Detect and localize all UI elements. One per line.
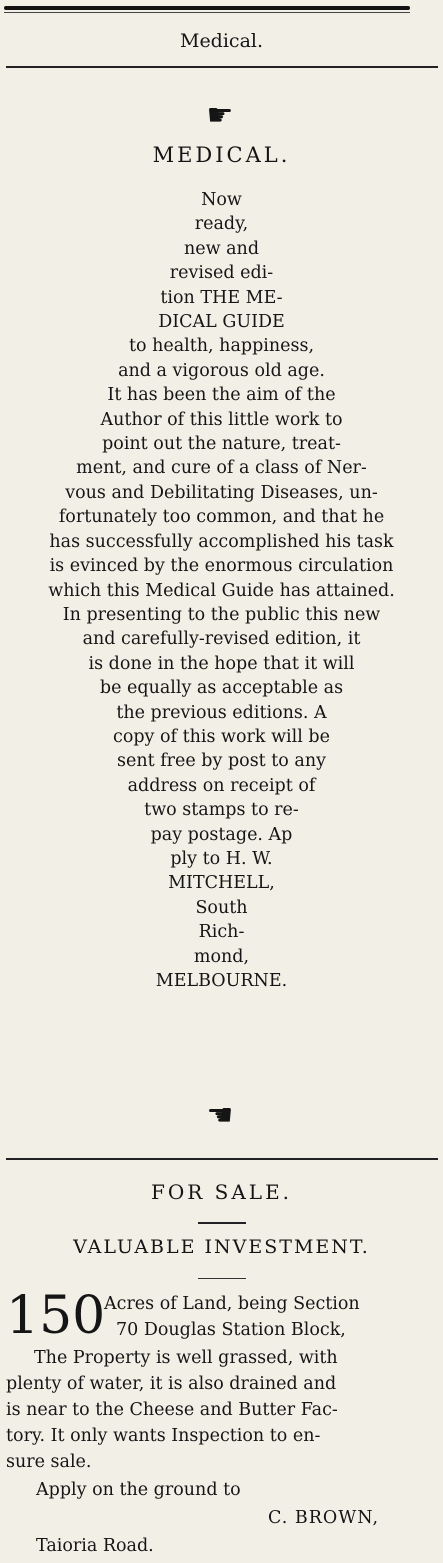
medical-ad-body	[0, 188, 443, 993]
ad-body-line: and carefully-revised edition, it	[82, 629, 361, 650]
pointing-hand-icon: ☛	[206, 98, 234, 133]
ad-body-line: to health, happiness,	[128, 336, 315, 357]
ad-body-line: In presenting to the public this new	[62, 604, 381, 625]
ad-body-line: copy of this work will be	[113, 726, 330, 747]
ad-body-line: revised edi-	[169, 263, 274, 284]
ad-body-line: MELBOURNE.	[155, 971, 288, 991]
ad-body-line: two stamps to re-	[144, 800, 299, 821]
ad-body-line: is evinced by the enormous circulation	[49, 556, 394, 577]
top-rule	[4, 6, 410, 10]
ad-divider-rule	[6, 1158, 438, 1160]
ad-body-line: South	[195, 897, 248, 918]
sale-line: tory. It only wants Inspection to en-	[6, 1426, 321, 1446]
ad-body-line: and a vigorous old age.	[118, 360, 325, 381]
ad-body-line: MITCHELL,	[168, 873, 275, 894]
pointing-hand-icon: ☚	[206, 1098, 234, 1133]
sale-line: The Property is well grassed, with	[34, 1348, 338, 1368]
for-sale-heading: FOR SALE.	[150, 1180, 293, 1204]
sale-line: sure sale.	[6, 1452, 92, 1472]
top-rule-thin	[4, 12, 410, 13]
section-heading: Medical.	[179, 30, 264, 52]
ad-body-line: vous and Debilitating Diseases, un-	[65, 482, 378, 503]
advertiser-address: Taioria Road.	[36, 1536, 154, 1556]
ad-body-line: ply to H. W.	[170, 848, 273, 869]
ad-body-line: fortunately too common, and that he	[58, 507, 385, 528]
ad-body-line: DICAL GUIDE	[158, 312, 285, 333]
ad-body-line: tion THE ME-	[160, 287, 283, 308]
section-rule	[6, 66, 438, 68]
acreage-number: 150	[6, 1286, 106, 1346]
investment-subheading: VALUABLE INVESTMENT.	[73, 1236, 370, 1258]
advertiser-name: C. BROWN,	[268, 1508, 380, 1528]
subheading-rule	[198, 1278, 246, 1279]
sale-line: Acres of Land, being Section	[104, 1294, 360, 1314]
ad-body-line: which this Medical Guide has attained.	[48, 580, 395, 601]
sale-line: Apply on the ground to	[36, 1480, 241, 1500]
ad-body-line: be equally as acceptable as	[99, 678, 344, 699]
sale-line: plenty of water, it is also drained and	[6, 1374, 337, 1394]
sale-line: is near to the Cheese and Butter Fac-	[6, 1400, 338, 1420]
ad-body-line: pay postage. Ap	[150, 824, 293, 845]
ad-body-line: ment, and cure of a class of Ner-	[76, 458, 367, 479]
ad-body-line: ready,	[194, 214, 249, 235]
ad-body-line: has successfully accomplished his task	[49, 531, 394, 552]
ad-body-line: address on receipt of	[127, 775, 316, 796]
ad-body-line: is done in the hope that it will	[88, 653, 355, 674]
ad-body-line: new and	[183, 238, 260, 259]
ad-body-line: point out the nature, treat-	[102, 434, 341, 455]
ad-title: MEDICAL.	[152, 143, 291, 167]
ad-body-line: Now	[201, 190, 242, 210]
ad-body-line: sent free by post to any	[116, 751, 326, 772]
ad-body-line: the previous editions. A	[116, 702, 327, 723]
ad-body-line: Author of this little work to	[100, 409, 343, 430]
ad-body-line: mond,	[193, 946, 250, 967]
ad-body-line: It has been the aim of the	[107, 385, 336, 406]
heading-dash	[198, 1222, 246, 1224]
sale-line: 70 Douglas Station Block,	[116, 1320, 346, 1340]
ad-body-line: Rich-	[198, 922, 245, 943]
